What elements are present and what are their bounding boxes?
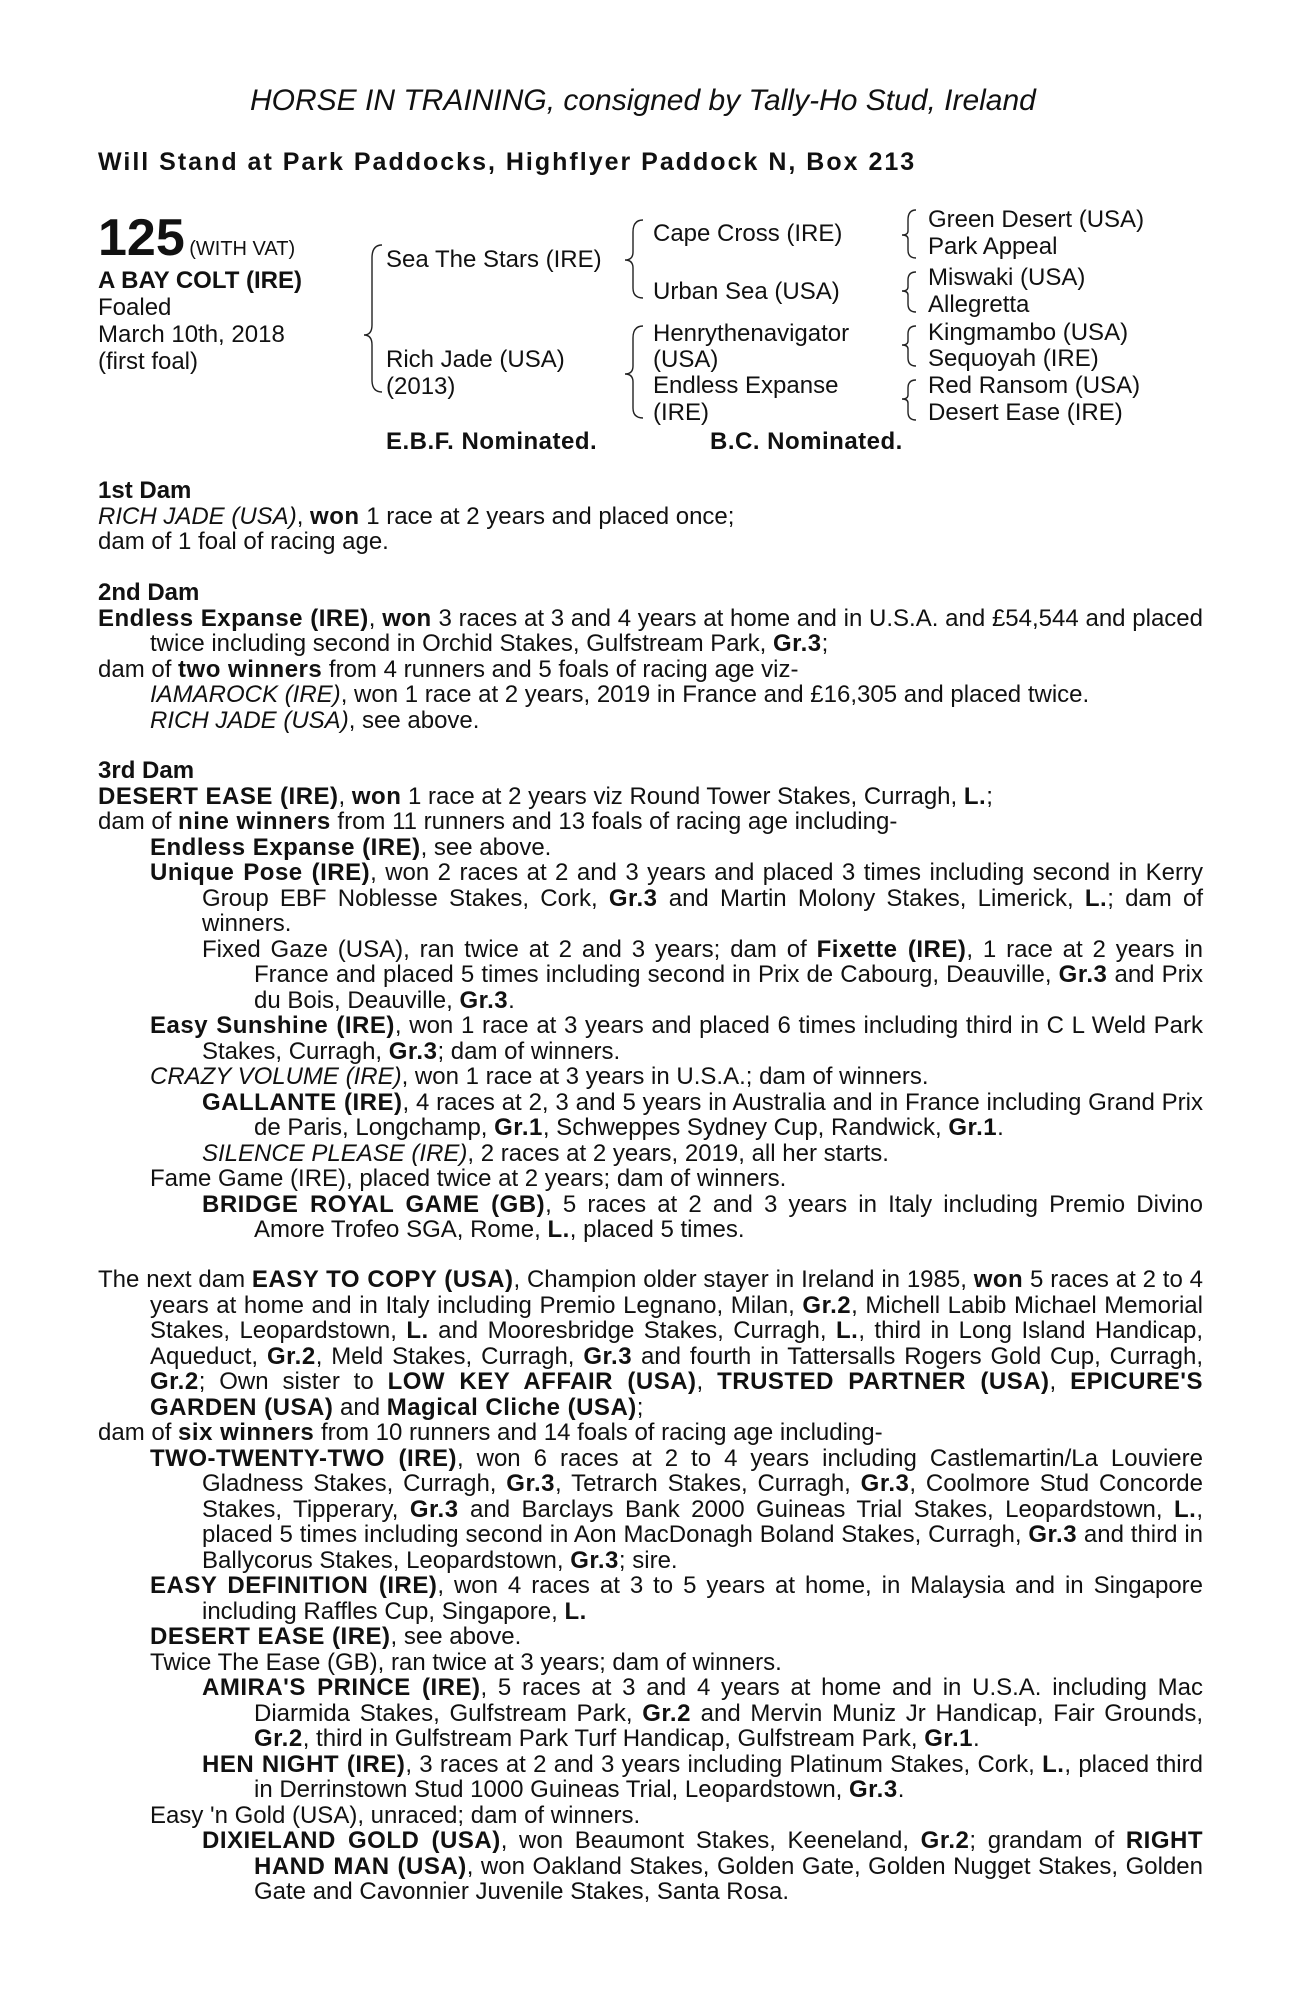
text: Fixed Gaze (USA), ran twice at 2 and 3 years; dam of <box>202 935 817 963</box>
progeny-gallante <box>202 1090 1203 1141</box>
text: and fourth in Tattersalls Rogers Gold Cup, Curragh, <box>632 1342 1204 1370</box>
progeny-name: BRIDGE ROYAL GAME (GB) <box>202 1190 546 1218</box>
listed: L. <box>564 1597 587 1625</box>
won-label: won <box>973 1266 1024 1293</box>
listed: L. <box>836 1317 859 1344</box>
progeny-name: IAMAROCK (IRE) <box>150 681 341 708</box>
progeny-crazy-volume <box>150 1064 1203 1090</box>
text: The next dam <box>98 1266 252 1293</box>
text: and Mervin Muniz Jr Handicap, Fair Grounds, <box>690 1699 1203 1727</box>
ggp-5: Kingmambo (USA) <box>928 319 1129 346</box>
text: , 3 races at 2 and 3 years including Platinum Stakes, Cork, <box>405 1750 1043 1778</box>
grandsire-maternal: Henrythenavigator <box>653 320 850 347</box>
grade: Gr.3 <box>849 1776 898 1803</box>
text: from 4 runners and 5 foals of racing age viz- <box>322 655 799 683</box>
progeny-amiras-prince <box>202 1675 1203 1752</box>
progeny-name: CRAZY VOLUME (IRE) <box>150 1063 402 1090</box>
text: ; <box>636 1393 644 1421</box>
progeny-desert-ease <box>150 1624 1203 1650</box>
text: , won 2 races at 2 and 3 years and placed 3 times including second in Kerry Group EBF Noblesse Stakes, Cork, <box>202 859 1203 912</box>
won-label: won <box>351 782 402 810</box>
text: 3 races at 3 and 4 years at home and in U.S.A. and £54,544 and placed twice including second in Orchid Stakes, Gulfstream Park, <box>150 604 1203 657</box>
text: , see above. <box>348 706 480 734</box>
first-dam-name: RICH JADE (USA) <box>98 502 297 530</box>
listed: L. <box>963 782 987 810</box>
third-dam-produce <box>98 809 1203 835</box>
text: from 11 runners and 13 foals of racing age including- <box>330 808 898 835</box>
text: dam of <box>98 655 179 683</box>
third-dam-section <box>98 758 1203 1243</box>
text: dam of <box>98 808 179 835</box>
grade: Gr.3 <box>388 1037 438 1065</box>
second-dam-section <box>98 580 1203 733</box>
sibling-name: EPICURE'S GARDEN (USA) <box>150 1368 1203 1421</box>
progeny-easy-definition <box>150 1573 1203 1624</box>
granddam-paternal: Urban Sea (USA) <box>653 278 840 305</box>
text: , <box>1049 1368 1071 1395</box>
ggp-1: Green Desert (USA) <box>928 206 1145 233</box>
foal-note: (first foal) <box>98 348 199 375</box>
progeny-name: AMIRA'S PRINCE (IRE) <box>202 1674 481 1701</box>
progeny-iamarock <box>150 682 1203 708</box>
foaled-date: March 10th, 2018 <box>98 321 285 348</box>
progeny-rich-jade <box>150 708 1203 734</box>
text: and Prix du Bois, Deauville, <box>254 961 1203 1014</box>
granddam-maternal: Endless Expanse <box>653 372 839 399</box>
text: . <box>997 1114 1004 1141</box>
text: . <box>508 986 515 1014</box>
text: ; sire. <box>618 1546 678 1574</box>
sibling-name: Magical Cliche (USA) <box>386 1393 637 1421</box>
grade: Gr.2 <box>642 1699 691 1727</box>
text: , Coolmore Stud Concorde Stakes, Tipperary, <box>202 1470 1204 1523</box>
progeny-name: DIXIELAND GOLD (USA) <box>202 1827 501 1854</box>
text: , see above. <box>420 833 552 861</box>
text: . <box>897 1776 905 1803</box>
progeny-name: DESERT EASE (IRE) <box>150 1623 391 1650</box>
sire: Sea The Stars (IRE) <box>386 246 602 273</box>
grandsire-paternal: Cape Cross (IRE) <box>653 220 843 247</box>
text: , Meld Stakes, Curragh, <box>315 1342 584 1370</box>
text: , Champion older stayer in Ireland in 1985, <box>513 1266 974 1293</box>
progeny-bridge-royal-game <box>202 1192 1203 1243</box>
progeny-name: Endless Expanse (IRE) <box>150 833 421 861</box>
grade: Gr.2 <box>254 1725 303 1752</box>
text: , won 1 race at 3 years in U.S.A.; dam of winners. <box>401 1063 929 1090</box>
progeny-name: Easy Sunshine (IRE) <box>150 1012 395 1039</box>
text: and third in Ballycorus Stakes, Leopardstown, <box>202 1521 1204 1574</box>
progeny-name: GALLANTE (IRE) <box>202 1088 403 1116</box>
text: ; grandam of <box>969 1827 1126 1854</box>
text: 1 race at 2 years viz Round Tower Stakes, Curragh, <box>401 782 964 810</box>
next-dam-section <box>98 1267 1203 1905</box>
text: , won 1 race at 3 years and placed 6 times including third in C L Weld Park Stakes, Curragh, <box>202 1012 1204 1065</box>
text: , 5 races at 2 and 3 years in Italy including Premio Divino Amore Trofeo SGA, Rome, <box>254 1190 1203 1243</box>
progeny-fixed-gaze <box>202 937 1203 1014</box>
sibling-name: LOW KEY AFFAIR (USA) <box>387 1368 697 1395</box>
location-line: Will Stand at Park Paddocks, Highflyer Paddock N, Box 213 <box>98 148 917 176</box>
progeny-name: TWO-TWENTY-TWO (IRE) <box>150 1444 457 1472</box>
progeny-two-twenty-two <box>150 1446 1203 1574</box>
text: , won 4 races at 3 to 5 years at home, in Malaysia and in Singapore including Raffles Cup, Singapore, <box>202 1572 1204 1625</box>
winners-count: nine winners <box>178 808 331 835</box>
won-label: won <box>382 604 432 632</box>
text: 5 races at 2 to 4 years at home and in Italy including Premio Legnano, Milan, <box>150 1266 1203 1319</box>
progeny-name: HEN NIGHT (IRE) <box>202 1750 406 1778</box>
page-title: HORSE IN TRAINING, consigned by Tally-Ho Stud, Ireland <box>250 84 1036 117</box>
first-dam-foals: dam of 1 foal of racing age. <box>98 528 389 555</box>
brace-dam <box>625 326 643 418</box>
text: , third in Long Island Handicap, Aqueduct, <box>150 1317 1203 1370</box>
progeny-unique-pose <box>150 860 1203 937</box>
listed: L. <box>1042 1750 1065 1778</box>
text: , <box>696 1368 718 1395</box>
progeny-name: Fixette (IRE) <box>816 935 967 963</box>
brace-ggp1 <box>902 210 916 258</box>
ggp-6: Sequoyah (IRE) <box>928 345 1099 372</box>
grade: Gr.1 <box>494 1114 543 1141</box>
grade: Gr.3 <box>608 884 658 912</box>
third-dam-record: DESERT EASE (IRE), won 1 race at 2 years viz Round Tower Stakes, Curragh, L.; <box>98 782 993 810</box>
grade: Gr.2 <box>920 1827 970 1854</box>
progeny-name: RIGHT HAND MAN (USA) <box>254 1827 1203 1880</box>
grade: Gr.2 <box>150 1368 199 1395</box>
winners-count: two winners <box>178 655 323 683</box>
brace-main <box>364 245 382 392</box>
text: , 5 races at 3 and 4 years at home and in U.S.A. including Mac Diarmida Stakes, Gulfstream Park, <box>254 1674 1203 1727</box>
brace-ggp2 <box>902 272 916 312</box>
grade: Gr.3 <box>570 1546 619 1574</box>
first-dam-section <box>98 478 1203 555</box>
text: , placed 5 times including second in Aon MacDonagh Boland Stakes, Curragh, <box>202 1495 1203 1548</box>
progeny-name: RICH JADE (USA) <box>150 706 349 734</box>
grade: Gr.1 <box>948 1114 998 1141</box>
ggp-3: Miswaki (USA) <box>928 264 1086 291</box>
progeny-dixieland-gold <box>202 1828 1203 1905</box>
text: , 1 race at 2 years in France and placed 5 times including second in Prix de Cabourg, Deauville, <box>254 935 1203 988</box>
ggp-2: Park Appeal <box>928 233 1058 260</box>
grade: Gr.2 <box>802 1291 852 1319</box>
foaled-label: Foaled <box>98 294 172 321</box>
text: , 2 races at 2 years, 2019, all her starts. <box>467 1139 889 1167</box>
second-dam-record: Endless Expanse (IRE), won 3 races at 3 and 4 years at home and in U.S.A. and £54,544 and placed twice including second in Orchid Stakes, Gulfstream Park, Gr.3; <box>98 604 1203 657</box>
text: , Schweppes Sydney Cup, Randwick, <box>542 1114 949 1141</box>
progeny-endless-expanse <box>150 835 1203 861</box>
text: , placed third in Derrinstown Stud 1000 Guineas Trial, Leopardstown, <box>254 1750 1203 1803</box>
dam: Rich Jade (USA) <box>386 346 565 373</box>
text: , 4 races at 2, 3 and 5 years in Australia and in France including Grand Prix de Paris, Longchamp, <box>254 1088 1203 1141</box>
text: , see above. <box>390 1623 522 1650</box>
text: , Michell Labib Michael Memorial Stakes, Leopardstown, <box>150 1291 1203 1344</box>
text: and Mooresbridge Stakes, Curragh, <box>428 1317 836 1344</box>
next-dam-name: EASY TO COPY (USA) <box>251 1266 514 1293</box>
ggp-8: Desert Ease (IRE) <box>928 399 1123 426</box>
grade: Gr.3 <box>409 1495 459 1523</box>
lot-number: 125 <box>98 209 185 267</box>
second-dam-produce <box>98 657 1203 683</box>
progeny-easy-sunshine <box>150 1013 1203 1064</box>
progeny-easy-n-gold: Easy 'n Gold (USA), unraced; dam of winners. <box>150 1801 641 1829</box>
ggp-7: Red Ransom (USA) <box>928 372 1141 399</box>
ebf-nominated: E.B.F. Nominated. <box>386 428 598 455</box>
bc-nominated: B.C. Nominated. <box>710 428 903 455</box>
text: and Martin Molony Stakes, Limerick, <box>657 884 1085 912</box>
text: dam of <box>98 1419 179 1446</box>
first-dam-heading: 1st Dam <box>98 477 192 504</box>
progeny-fame-game: Fame Game (IRE), placed twice at 2 years; dam of winners. <box>150 1165 787 1192</box>
third-dam-heading: 3rd Dam <box>98 757 195 784</box>
progeny-name: SILENCE PLEASE (IRE) <box>202 1139 468 1167</box>
text: and <box>333 1393 387 1421</box>
text: ; dam of winners. <box>437 1037 621 1065</box>
grade: Gr.3 <box>1028 1521 1078 1548</box>
listed: L. <box>547 1216 570 1243</box>
won-label: won <box>310 502 360 530</box>
listed: L. <box>1174 1495 1197 1523</box>
next-dam-record <box>98 1267 1203 1420</box>
text: ; dam of winners. <box>202 884 1203 937</box>
ggp-4: Allegretta <box>928 291 1030 318</box>
grade: Gr.3 <box>860 1470 910 1497</box>
grade: Gr.3 <box>1058 961 1108 988</box>
listed: L. <box>1084 884 1108 912</box>
progeny-twice-the-ease: Twice The Ease (GB), ran twice at 3 years; dam of winners. <box>150 1648 782 1676</box>
text: , third in Gulfstream Park Turf Handicap, Gulfstream Park, <box>302 1725 925 1752</box>
text: ; <box>986 782 993 810</box>
dam-year: (2013) <box>386 373 456 400</box>
text: , won 1 race at 2 years, 2019 in France and £16,305 and placed twice. <box>340 681 1090 708</box>
text: ; Own sister to <box>198 1368 388 1395</box>
progeny-name: Unique Pose (IRE) <box>150 859 371 886</box>
text: , won Oakland Stakes, Golden Gate, Golden Nugget Stakes, Golden Gate and Cavonnier Juvenile Stakes, Santa Rosa. <box>254 1852 1203 1905</box>
sibling-name: TRUSTED PARTNER (USA) <box>717 1368 1050 1395</box>
first-dam-text: RICH JADE (USA), won 1 race at 2 years and placed once; <box>98 502 735 530</box>
next-dam-produce <box>98 1420 1203 1446</box>
progeny-hen-night <box>202 1752 1203 1803</box>
progeny-name: EASY DEFINITION (IRE) <box>150 1572 438 1599</box>
vat-note: (WITH VAT) <box>189 238 296 260</box>
horse-name: A BAY COLT (IRE) <box>98 267 303 294</box>
text: . <box>972 1725 980 1752</box>
text: ; <box>821 630 829 657</box>
first-dam-record: 1 race at 2 years and placed once; <box>359 502 735 530</box>
progeny-silence-please <box>202 1141 1203 1167</box>
text: , won Beaumont Stakes, Keeneland, <box>500 1827 921 1854</box>
second-dam-name: Endless Expanse (IRE) <box>98 604 369 632</box>
text: and Barclays Bank 2000 Guineas Trial Stakes, Leopardstown, <box>458 1495 1174 1523</box>
grade: Gr.3 <box>506 1470 555 1497</box>
text: , Tetrarch Stakes, Curragh, <box>555 1470 861 1497</box>
grandsire-maternal-country: (USA) <box>653 346 719 373</box>
grade: Gr.1 <box>924 1725 973 1752</box>
text: , won 6 races at 2 to 4 years including Castlemartin/La Louviere Gladness Stakes, Curragh, <box>202 1444 1203 1497</box>
brace-sire <box>625 220 643 298</box>
grade: Gr.3 <box>459 986 509 1014</box>
text: , placed 5 times. <box>569 1216 745 1243</box>
second-dam-heading: 2nd Dam <box>98 579 200 606</box>
grade: Gr.2 <box>266 1342 316 1370</box>
grade: Gr.3 <box>583 1342 633 1370</box>
brace-ggp4 <box>902 380 916 420</box>
winners-count: six winners <box>178 1419 315 1446</box>
listed: L. <box>406 1317 429 1344</box>
granddam-maternal-country: (IRE) <box>653 399 709 426</box>
grade: Gr.3 <box>772 630 822 657</box>
brace-ggp3 <box>902 326 916 366</box>
third-dam-name: DESERT EASE (IRE) <box>98 782 339 810</box>
text: from 10 runners and 14 foals of racing age including- <box>314 1419 883 1446</box>
